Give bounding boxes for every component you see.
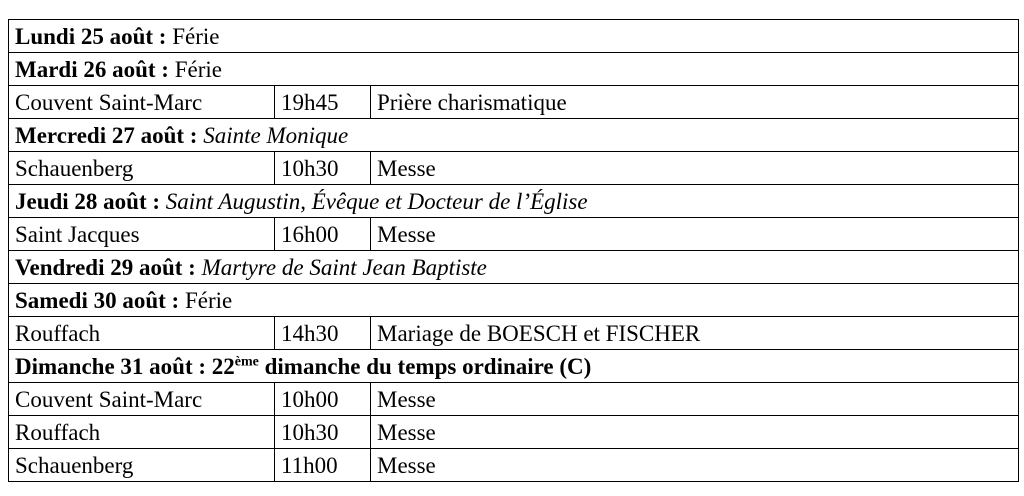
time-cell: 10h00 — [275, 383, 371, 416]
day-label: Dimanche 31 août : — [15, 354, 207, 379]
feast-label: Férie — [172, 24, 220, 49]
event-row — [9, 317, 1019, 350]
event-cell: Messe — [371, 383, 1019, 416]
event-cell: Messe — [371, 449, 1019, 482]
event-cell: Messe — [371, 218, 1019, 251]
day-row — [9, 350, 1019, 383]
event-cell: Messe — [371, 152, 1019, 185]
day-cell — [9, 251, 1019, 284]
day-cell — [9, 53, 1019, 86]
day-cell — [9, 185, 1019, 218]
event-cell: Messe — [371, 416, 1019, 449]
event-row — [9, 86, 1019, 119]
event-row — [9, 218, 1019, 251]
day-row — [9, 53, 1019, 86]
day-label: Jeudi 28 août : — [15, 189, 161, 214]
place-cell: Saint Jacques — [9, 218, 275, 251]
time-cell: 19h45 — [275, 86, 371, 119]
day-label: Vendredi 29 août : — [15, 255, 196, 280]
schedule-table — [8, 19, 1019, 482]
event-row — [9, 416, 1019, 449]
day-cell — [9, 119, 1019, 152]
day-label: Lundi 25 août : — [15, 24, 167, 49]
day-label: Mardi 26 août : — [15, 57, 169, 82]
feast-label: Martyre de Saint Jean Baptiste — [201, 255, 487, 280]
day-cell — [9, 350, 1019, 383]
event-row — [9, 152, 1019, 185]
day-cell — [9, 20, 1019, 53]
feast-number: 22 — [211, 354, 235, 379]
place-cell: Schauenberg — [9, 449, 275, 482]
feast-label: dimanche du temps ordinaire (C) — [264, 354, 592, 379]
feast-label: Saint Augustin, Évêque et Docteur de l’Église — [165, 189, 588, 214]
day-label: Mercredi 27 août : — [15, 123, 198, 148]
time-cell: 14h30 — [275, 317, 371, 350]
day-label: Samedi 30 août : — [15, 288, 180, 313]
event-row — [9, 449, 1019, 482]
place-cell: Couvent Saint-Marc — [9, 86, 275, 119]
day-row — [9, 185, 1019, 218]
day-row — [9, 251, 1019, 284]
day-cell — [9, 284, 1019, 317]
feast-ordinal-suffix: ème — [234, 354, 259, 370]
place-cell: Rouffach — [9, 416, 275, 449]
time-cell: 11h00 — [275, 449, 371, 482]
day-row — [9, 284, 1019, 317]
place-cell: Couvent Saint-Marc — [9, 383, 275, 416]
time-cell: 10h30 — [275, 416, 371, 449]
place-cell: Schauenberg — [9, 152, 275, 185]
event-row — [9, 383, 1019, 416]
feast-label: Sainte Monique — [203, 123, 349, 148]
time-cell: 10h30 — [275, 152, 371, 185]
event-cell: Prière charismatique — [371, 86, 1019, 119]
day-row — [9, 20, 1019, 53]
feast-label: Férie — [184, 288, 233, 313]
day-row — [9, 119, 1019, 152]
time-cell: 16h00 — [275, 218, 371, 251]
event-cell: Mariage de BOESCH et FISCHER — [371, 317, 1019, 350]
feast-label: Férie — [174, 57, 222, 82]
place-cell: Rouffach — [9, 317, 275, 350]
